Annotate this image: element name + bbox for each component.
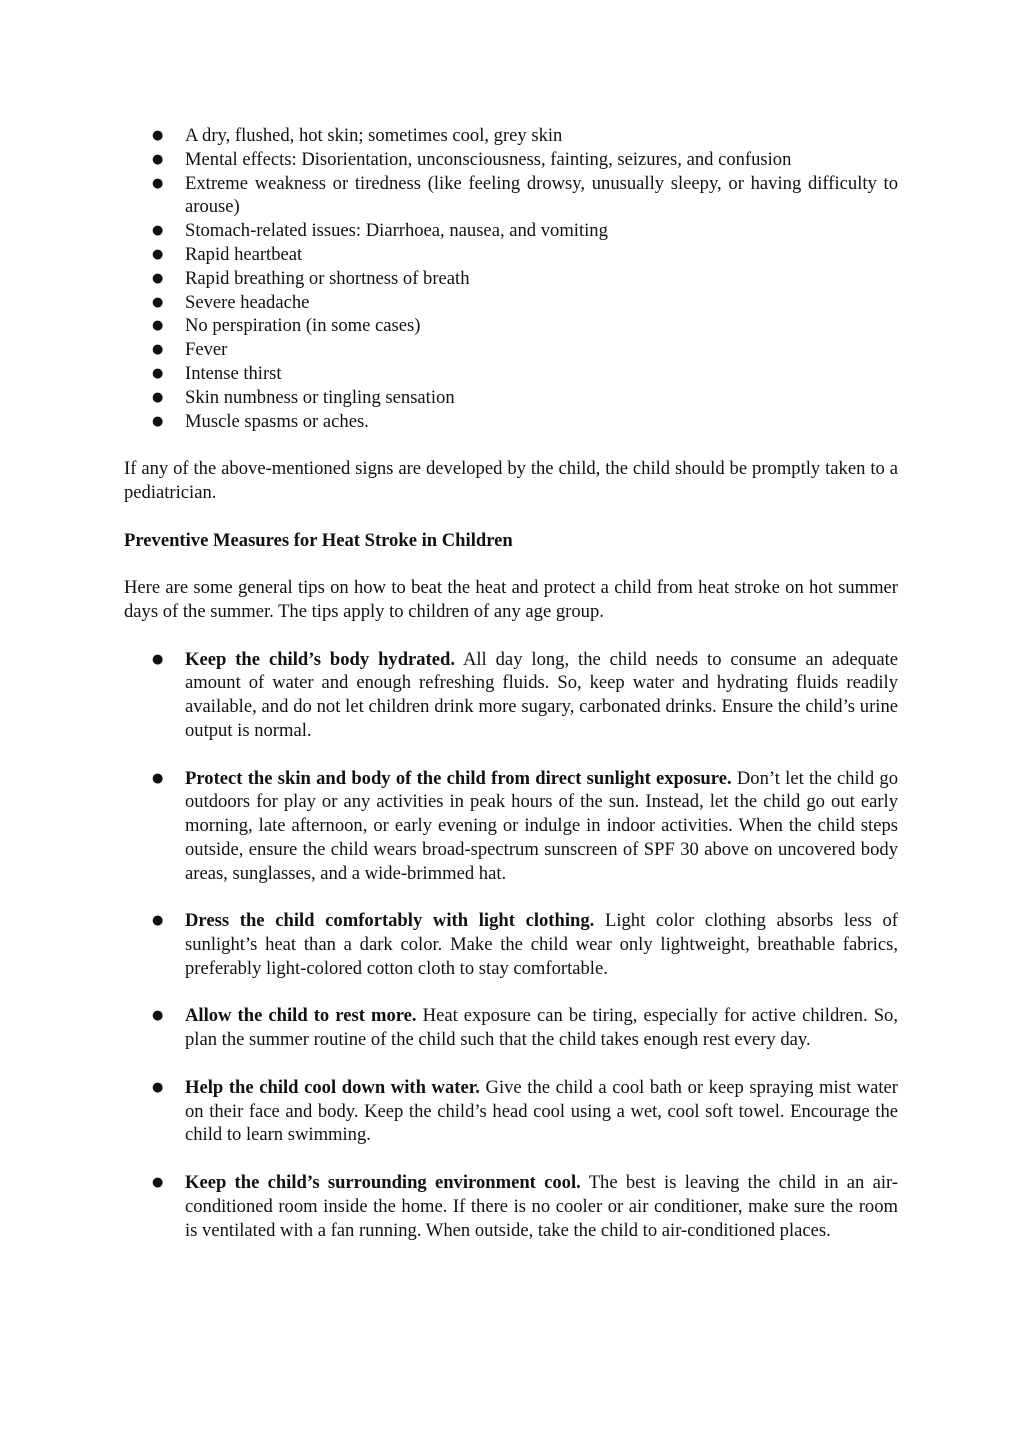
tip-title: Allow the child to rest more. bbox=[185, 1005, 417, 1027]
bullet-icon: ● bbox=[152, 413, 164, 429]
list-item bbox=[124, 291, 898, 315]
tips-list bbox=[124, 648, 898, 1243]
bullet-icon: ● bbox=[152, 151, 164, 167]
bullet-icon: ● bbox=[152, 651, 164, 667]
symptom-list bbox=[124, 124, 898, 433]
symptom-text: Intense thirst bbox=[185, 362, 282, 384]
spacer bbox=[124, 433, 898, 457]
bullet-icon: ● bbox=[152, 318, 164, 334]
list-item bbox=[124, 338, 898, 362]
document-page bbox=[124, 124, 898, 1242]
tip-text: Light color clothing absorbs less of sunlight’s heat than a dark color. Make the child wear only lightweight, breathable fabrics, preferably light-colored cotton cloth to stay comfortable. bbox=[185, 910, 898, 979]
list-item bbox=[124, 362, 898, 386]
tip-title: Keep the child’s body hydrated. bbox=[185, 648, 456, 670]
advice-paragraph: If any of the above-mentioned signs are developed by the child, the child should be promptly taken to a pediatrician. bbox=[124, 458, 898, 503]
bullet-icon: ● bbox=[152, 1079, 164, 1095]
tip-item bbox=[124, 1004, 898, 1052]
bullet-icon: ● bbox=[152, 128, 164, 143]
symptom-text: Muscle spasms or aches. bbox=[185, 410, 369, 432]
bullet-icon: ● bbox=[152, 342, 164, 358]
list-item bbox=[124, 148, 898, 172]
tip-item bbox=[124, 909, 898, 980]
tip-text: The best is leaving the child in an air-conditioned room inside the home. If there is no cooler or air conditioner, make sure the room is ventilated with a fan running. When outside, take the child to air-conditioned places. bbox=[185, 1172, 899, 1241]
list-item bbox=[124, 219, 898, 243]
symptom-text: Stomach-related issues: Diarrhoea, nausea, and vomiting bbox=[185, 220, 608, 242]
tip-text: Don’t let the child go outdoors for play or any activities in peak hours of the sun. Instead, let the child go out early morning, late afternoon, or early evening or indulge in indoor activities. When the child steps outside, ensure the child wears broad-spectrum sunscreen of SPF 30 above on uncovered body areas, sunglasses, and a wide-brimmed hat. bbox=[185, 767, 899, 884]
tip-item bbox=[124, 1076, 898, 1147]
symptom-text: Rapid heartbeat bbox=[185, 243, 303, 265]
bullet-icon: ● bbox=[152, 389, 164, 405]
list-item bbox=[124, 386, 898, 410]
intro-paragraph: Here are some general tips on how to beat the heat and protect a child from heat stroke on hot summer days of the summer. The tips apply to children of any age group. bbox=[124, 577, 898, 622]
spacer bbox=[124, 505, 898, 529]
bullet-icon: ● bbox=[152, 246, 164, 262]
tip-text: Heat exposure can be tiring, especially for active children. So, plan the summer routine of the child such that the child takes enough rest every day. bbox=[185, 1005, 899, 1051]
spacer bbox=[124, 624, 898, 648]
bullet-icon: ● bbox=[152, 1008, 164, 1024]
bullet-icon: ● bbox=[152, 1175, 164, 1191]
tip-item bbox=[124, 767, 898, 886]
tip-text: All day long, the child needs to consume an adequate amount of water and enough refreshing fluids. So, keep water and hydrating fluids readily available, and do not let children drink more sugary, carbonated drinks. Ensure the child’s urine output is normal. bbox=[185, 648, 898, 741]
tip-title: Dress the child comfortably with light clothing. bbox=[185, 910, 595, 932]
bullet-icon: ● bbox=[152, 365, 164, 381]
symptom-text: Severe headache bbox=[185, 291, 310, 313]
symptom-text: Extreme weakness or tiredness (like feeling drowsy, unusually sleepy, or having difficulty to arouse) bbox=[185, 172, 898, 218]
bullet-icon: ● bbox=[152, 913, 164, 929]
symptom-text: No perspiration (in some cases) bbox=[185, 315, 421, 337]
bullet-icon: ● bbox=[152, 770, 164, 786]
section-heading: Preventive Measures for Heat Stroke in Children bbox=[124, 529, 513, 551]
list-item bbox=[124, 124, 898, 148]
symptom-text: Skin numbness or tingling sensation bbox=[185, 386, 455, 408]
symptom-text: Fever bbox=[185, 339, 228, 361]
bullet-icon: ● bbox=[152, 294, 164, 310]
spacer bbox=[124, 552, 898, 576]
list-item bbox=[124, 243, 898, 267]
symptom-text: Mental effects: Disorientation, unconsciousness, fainting, seizures, and confusion bbox=[185, 148, 792, 170]
symptom-text: Rapid breathing or shortness of breath bbox=[185, 267, 470, 289]
symptom-text: A dry, flushed, hot skin; sometimes cool, grey skin bbox=[185, 125, 563, 146]
tip-item bbox=[124, 1171, 898, 1242]
tip-title: Protect the skin and body of the child from direct sunlight exposure. bbox=[185, 767, 732, 789]
list-item bbox=[124, 410, 898, 434]
list-item bbox=[124, 314, 898, 338]
list-item bbox=[124, 267, 898, 291]
tip-title: Keep the child’s surrounding environment cool. bbox=[185, 1172, 581, 1194]
list-item bbox=[124, 172, 898, 220]
tip-text: Give the child a cool bath or keep spraying mist water on their face and body. Keep the child’s head cool using a wet, cool soft towel. Encourage the child to learn swimming. bbox=[185, 1076, 898, 1146]
bullet-icon: ● bbox=[152, 270, 164, 286]
tip-item bbox=[124, 648, 898, 743]
tip-title: Help the child cool down with water. bbox=[185, 1076, 480, 1098]
bullet-icon: ● bbox=[152, 223, 164, 239]
bullet-icon: ● bbox=[152, 175, 164, 191]
